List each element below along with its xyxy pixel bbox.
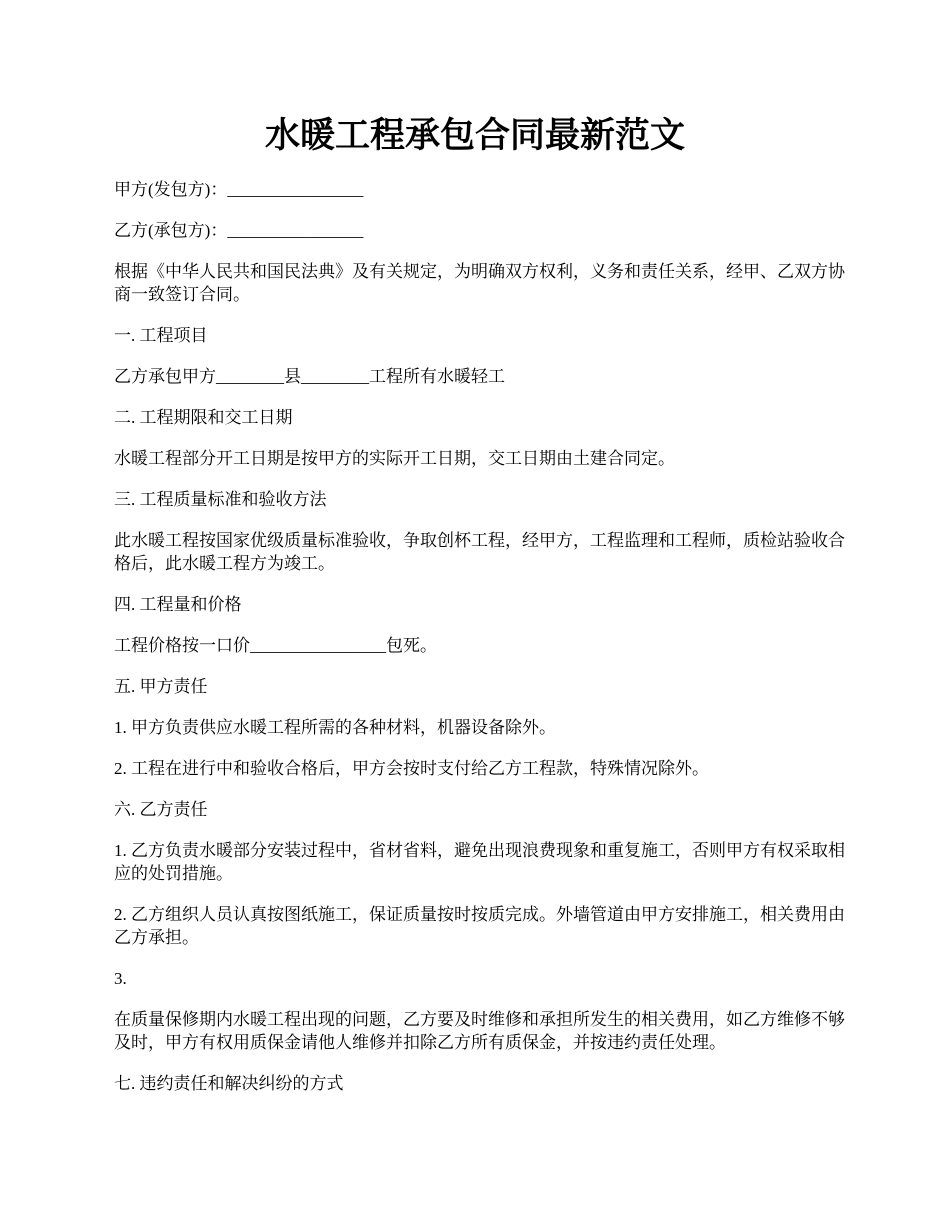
section-3-paragraph: 此水暖工程按国家优级质量标准验收，争取创杯工程，经甲方，工程监理和工程师，质检站验收合格后，此水暖工程方为竣工。 <box>114 531 845 573</box>
section-5-item-2: 2. 工程在进行中和验收合格后，甲方会按时支付给乙方工程款，特殊情况除外。 <box>114 759 709 778</box>
section-6-item-3-number: 3. <box>114 969 127 988</box>
document-body <box>114 178 859 1113</box>
section-4-paragraph: 工程价格按一口价________________包死。 <box>114 636 437 655</box>
section-heading-6: 六. 乙方责任 <box>114 800 208 819</box>
section-6-item-2: 2. 乙方组织人员认真按图纸施工，保证质量按时按质完成。外墙管道由甲方安排施工，相关费用由乙方承担。 <box>114 905 845 947</box>
section-heading-5: 五. 甲方责任 <box>114 677 208 696</box>
section-heading-2: 二. 工程期限和交工日期 <box>114 408 293 427</box>
section-6-item-1: 1. 乙方负责水暖部分安装过程中，省材省料，避免出现浪费现象和重复施工，否则甲方有权采取相应的处罚措施。 <box>114 841 845 883</box>
section-1-paragraph: 乙方承包甲方________县________工程所有水暖轻工 <box>114 367 505 386</box>
party-a-line: 甲方(发包方)：________________ <box>114 180 364 199</box>
section-heading-7: 七. 违约责任和解决纠纷的方式 <box>114 1074 344 1093</box>
section-heading-3: 三. 工程质量标准和验收方法 <box>114 490 327 509</box>
section-6-item-3-text: 在质量保修期内水暖工程出现的问题，乙方要及时维修和承担所发生的相关费用，如乙方维修不够及时，甲方有权用质保金请他人维修并扣除乙方所有质保金，并按违约责任处理。 <box>114 1010 845 1052</box>
section-2-paragraph: 水暖工程部分开工日期是按甲方的实际开工日期，交工日期由土建合同定。 <box>114 449 675 468</box>
section-heading-1: 一. 工程项目 <box>114 326 208 345</box>
document-title: 水暖工程承包合同最新范文 <box>264 116 685 155</box>
party-b-line: 乙方(承包方)：________________ <box>114 221 364 240</box>
section-heading-4: 四. 工程量和价格 <box>114 595 242 614</box>
section-5-item-1: 1. 甲方负责供应水暖工程所需的各种材料，机器设备除外。 <box>114 718 556 737</box>
preamble-paragraph: 根据《中华人民共和国民法典》及有关规定，为明确双方权利，义务和责任关系，经甲、乙双方协商一致签订合同。 <box>114 262 845 304</box>
